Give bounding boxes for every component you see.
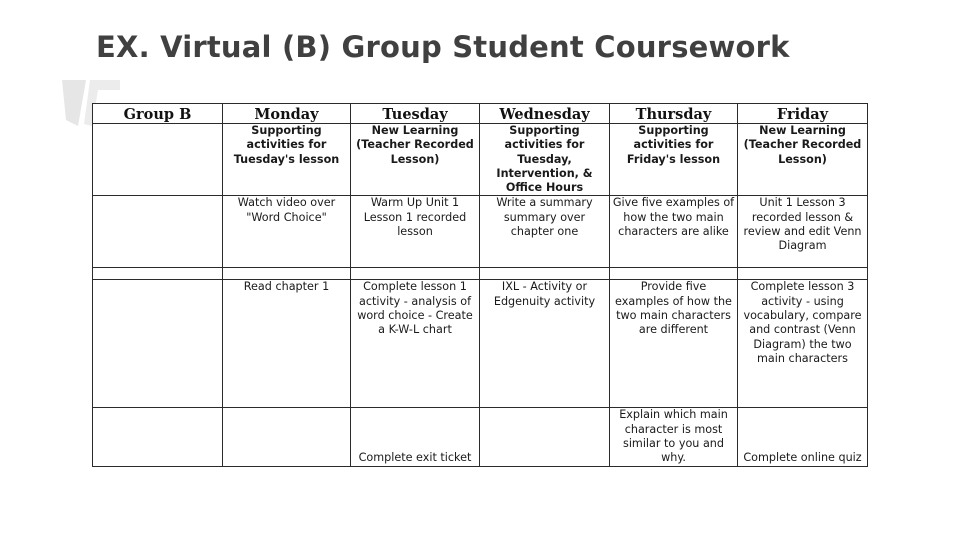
table-cell: Complete lesson 1 activity - analysis of word choice - Create a K-W-L chart [351, 280, 480, 408]
table-cell: Supporting activities for Tuesday, Intervention, & Office Hours [480, 124, 610, 196]
coursework-table [92, 103, 868, 467]
header-thursday: Thursday [610, 104, 738, 124]
table-cell: Supporting activities for Friday's lesson [610, 124, 738, 196]
header-friday: Friday [738, 104, 868, 124]
table-cell: Complete online quiz [738, 408, 868, 466]
table-cell: Write a summary summary over chapter one [480, 196, 610, 268]
table-cell: New Learning (Teacher Recorded Lesson) [738, 124, 868, 196]
table-cell: Give five examples of how the two main characters are alike [610, 196, 738, 268]
table-cell [93, 124, 223, 196]
slide-title: EX. Virtual (B) Group Student Coursework [96, 30, 790, 64]
table-row [93, 280, 868, 408]
table-cell [223, 408, 351, 466]
table-cell: Explain which main character is most similar to you and why. [610, 408, 738, 466]
table-cell: Provide five examples of how the two main characters are different [610, 280, 738, 408]
table-header-row [93, 104, 868, 124]
table-cell: Complete lesson 3 activity - using vocabulary, compare and contrast (Venn Diagram) the two main characters [738, 280, 868, 408]
header-tuesday: Tuesday [351, 104, 480, 124]
table-cell [480, 408, 610, 466]
table-cell [93, 280, 223, 408]
header-wednesday: Wednesday [480, 104, 610, 124]
table-cell: Supporting activities for Tuesday's lesson [223, 124, 351, 196]
table-row [93, 124, 868, 196]
table-cell: Read chapter 1 [223, 280, 351, 408]
table-row [93, 408, 868, 466]
table-cell: Warm Up Unit 1 Lesson 1 recorded lesson [351, 196, 480, 268]
table-cell [93, 408, 223, 466]
table-cell: Complete exit ticket [351, 408, 480, 466]
table-cell: New Learning (Teacher Recorded Lesson) [351, 124, 480, 196]
table-cell: Unit 1 Lesson 3 recorded lesson & review and edit Venn Diagram [738, 196, 868, 268]
table-cell: Watch video over "Word Choice" [223, 196, 351, 268]
table-spacer-row [93, 268, 868, 280]
table-cell [93, 196, 223, 268]
header-monday: Monday [223, 104, 351, 124]
table-cell: IXL - Activity or Edgenuity activity [480, 280, 610, 408]
header-group: Group B [93, 104, 223, 124]
table-row [93, 196, 868, 268]
